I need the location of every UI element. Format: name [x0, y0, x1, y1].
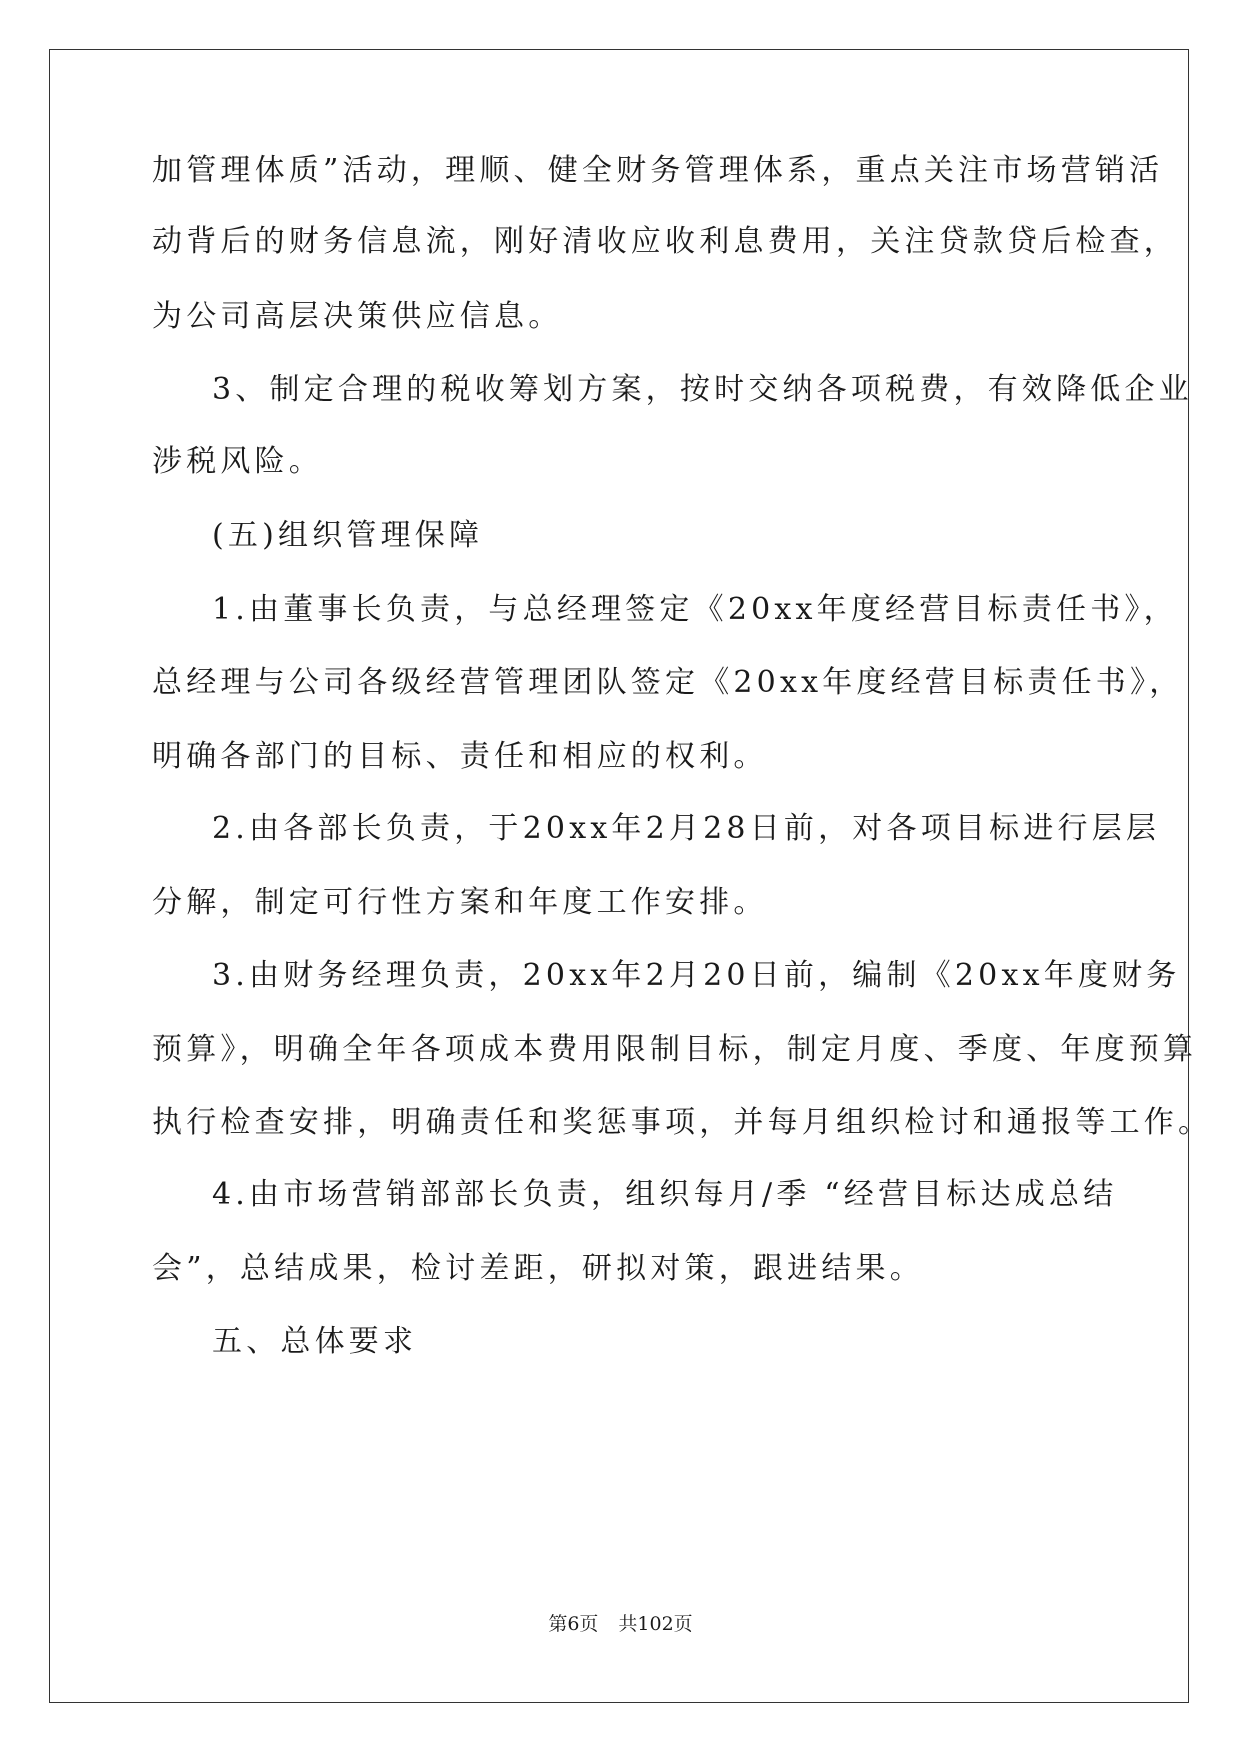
text-line: 动背后的财务信息流，刚好清收应收利息费用，关注贷款贷后检查， [152, 224, 1178, 259]
text-line: 2.由各部长负责，于20xx年2月28日前，对各项目标进行层层 [212, 811, 1161, 846]
text-line: 3、制定合理的税收筹划方案，按时交纳各项税费，有效降低企业 [212, 372, 1193, 407]
text-line: 分解，制定可行性方案和年度工作安排。 [152, 885, 768, 920]
text-line: 涉税风险。 [152, 444, 323, 479]
text-line: 3.由财务经理负责，20xx年2月20日前，编制《20xx年度财务 [212, 958, 1181, 993]
section-heading: 五、总体要求 [212, 1324, 418, 1359]
text-line: 会”，总结成果，检讨差距，研拟对策，跟进结果。 [152, 1251, 924, 1286]
text-line: 明确各部门的目标、责任和相应的权利。 [152, 739, 768, 774]
page-footer [0, 1612, 1241, 1636]
total-pages: 共102页 [618, 1613, 693, 1635]
text-line: 1.由董事长负责，与总经理签定《20xx年度经营目标责任书》， [212, 592, 1178, 627]
text-line: 加管理体质”活动，理顺、健全财务管理体系，重点关注市场营销活 [152, 153, 1164, 188]
text-line: 执行检查安排，明确责任和奖惩事项，并每月组织检讨和通报等工作。 [152, 1105, 1213, 1140]
text-line: 预算》，明确全年各项成本费用限制目标，制定月度、季度、年度预算 [152, 1032, 1198, 1067]
text-line: 4.由市场营销部部长负责，组织每月/季 “经营目标达成总结 [212, 1177, 1118, 1212]
current-page-number: 第6页 [548, 1613, 599, 1635]
text-line: 为公司高层决策供应信息。 [152, 299, 563, 334]
text-line: 总经理与公司各级经营管理团队签定《20xx年度经营目标责任书》， [152, 665, 1184, 700]
section-heading: (五)组织管理保障 [212, 518, 484, 553]
